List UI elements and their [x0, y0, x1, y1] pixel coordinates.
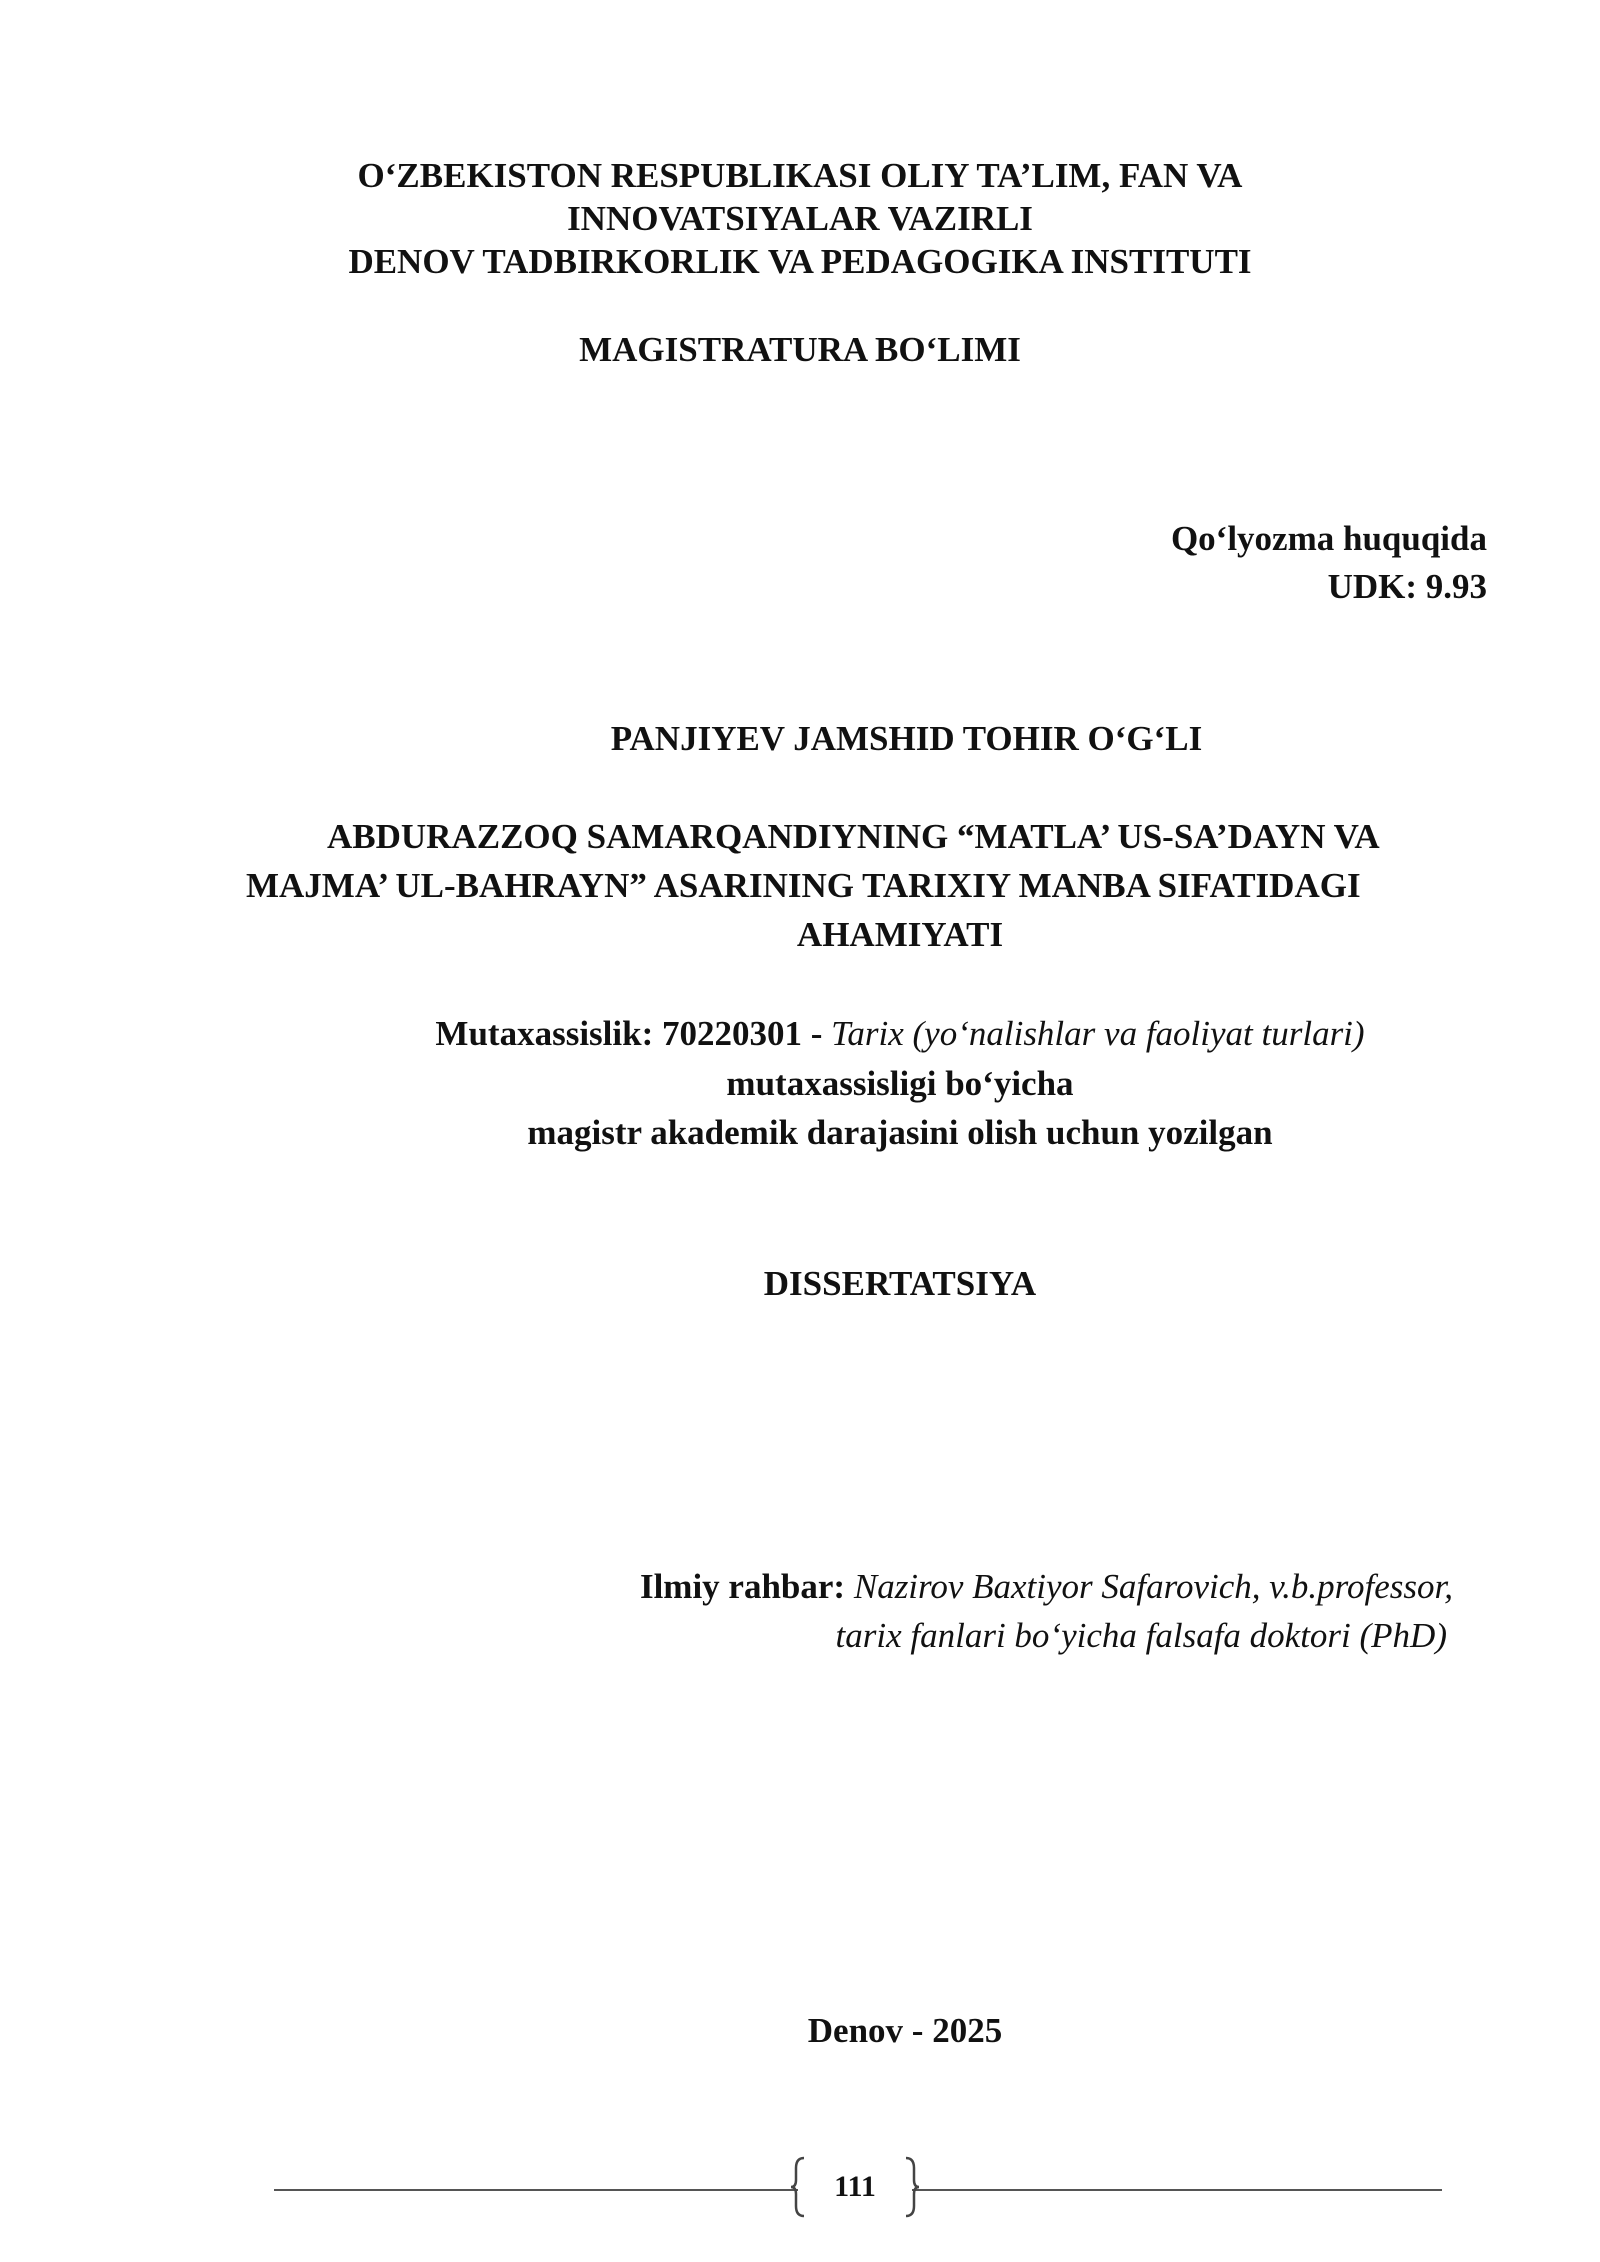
- specialty-label: Mutaxassislik: 70220301 -: [435, 1014, 832, 1053]
- specialty-line2: mutaxassisligi bo‘yicha: [726, 1064, 1074, 1103]
- supervisor-name: Nazirov Baxtiyor Safarovich, v.b.professor,: [853, 1567, 1453, 1606]
- thesis-title-line2: MAJMA’ UL-BAHRAYN” ASARINING TARIXIY MANBA SIFATIDAGI: [246, 866, 1361, 905]
- manuscript-rights: Qo‘lyozma huquqida: [1170, 519, 1487, 558]
- supervisor-line1: [640, 1565, 1453, 1609]
- supervisor-label: Ilmiy rahbar:: [639, 1567, 854, 1606]
- ministry-name-line2: INNOVATSIYALAR VAZIRLI: [567, 199, 1033, 238]
- specialty-name: Tarix (yo‘nalishlar va faoliyat turlari): [831, 1014, 1365, 1053]
- thesis-title-line3: AHAMIYATI: [796, 915, 1004, 954]
- author-name: PANJIYEV JAMSHID TOHIR O‘G‘LI: [610, 719, 1203, 758]
- specialty-line3: magistr akademik darajasini olish uchun yozilgan: [527, 1113, 1273, 1152]
- thesis-title-line1: ABDURAZZOQ SAMARQANDIYNING “MATLA’ US-SA’DAYN VA: [327, 817, 1380, 856]
- place-year: Denov - 2025: [807, 2011, 1003, 2050]
- page-number: 111: [834, 2170, 876, 2203]
- specialty-line1: [0, 1012, 1600, 1056]
- document-type: DISSERTATSIYA: [763, 1264, 1037, 1303]
- supervisor-degree: tarix fanlari bo‘yicha falsafa doktori (PhD): [835, 1616, 1447, 1655]
- footer-rule-left: [274, 2189, 798, 2191]
- ministry-name-line1: O‘ZBEKISTON RESPUBLIKASI OLIY TA’LIM, FAN VA: [357, 156, 1243, 195]
- department-name: MAGISTRATURA BO‘LIMI: [579, 330, 1021, 369]
- institute-name: DENOV TADBIRKORLIK VA PEDAGOGIKA INSTITUTI: [348, 242, 1252, 281]
- udk-code: UDK: 9.93: [1327, 567, 1487, 606]
- footer-rule-right: [912, 2189, 1442, 2191]
- page-number-frame: [790, 2154, 920, 2220]
